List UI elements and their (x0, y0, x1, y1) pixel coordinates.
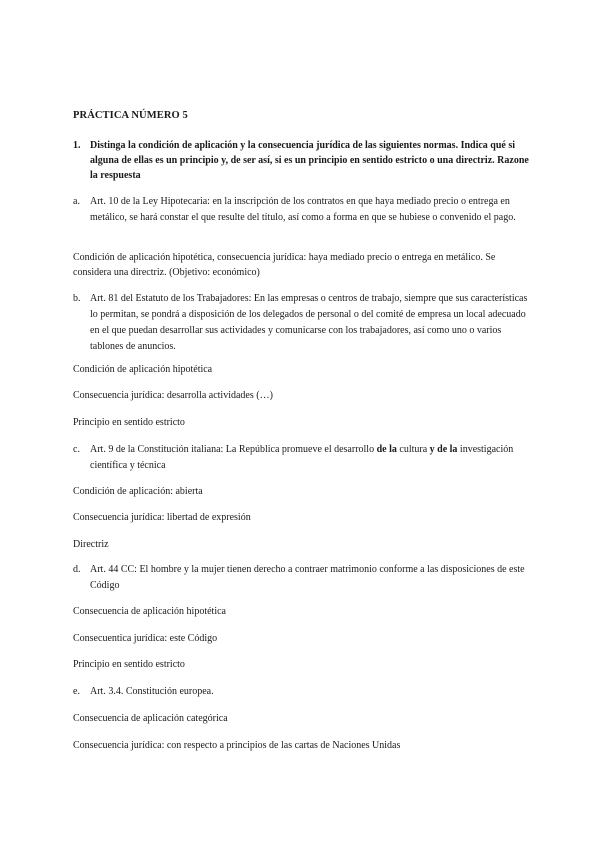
list-item-letter: d. (73, 564, 81, 575)
answer-b-1: Condición de aplicación hipotética (73, 364, 213, 375)
answer-e-1: Consecuencia de aplicación categórica (73, 713, 228, 724)
answer-a-1: Condición de aplicación hipotética, consecuencia jurídica: haya mediado precio o entrega en metálico. Se considera una directriz. (Objetivo: económico) (73, 252, 496, 278)
answer-d-1: Consecuencia de aplicación hipotética (73, 606, 226, 617)
text-bold-segment: de la (376, 444, 397, 455)
question-text: Distinga la condición de aplicación y la consecuencia jurídica de las siguientes normas. Indica qué si alguna de ellas es un principio y, de ser así, si es un principio en sentido estricto o una directriz. Razone la respuesta (90, 140, 529, 181)
text-segment: investigación científica y técnica (90, 444, 514, 471)
text-segment: Art. 9 de la Constitución italiana: La República promueve el desarrollo (90, 444, 377, 455)
list-item-text (90, 442, 533, 474)
answer-c-2: Consecuencia jurídica: libertad de expresión (73, 512, 251, 523)
answer-b-2: Consecuencia jurídica: desarrolla actividades (…) (73, 390, 273, 401)
list-item-text: Art. 3.4. Constitución europea. (90, 686, 214, 697)
list-item-text: Art. 81 del Estatuto de los Trabajadores: En las empresas o centros de trabajo, siempre que sus características lo permitan, se pondrá a disposición de los delegados de personal o del comité de empresa un local adecuado en el que puedan desarrollar sus actividades y comunicarse con los trabajadores, así como uno o varios tablones de anuncios. (90, 293, 528, 352)
list-item-letter: a. (73, 196, 80, 207)
answer-d-3: Principio en sentido estricto (73, 659, 185, 670)
answer-b-3: Principio en sentido estricto (73, 417, 185, 428)
page-title: PRÁCTICA NÚMERO 5 (73, 110, 188, 121)
question-number: 1. (73, 140, 81, 151)
text-segment: cultura (396, 444, 430, 455)
list-item-text: Art. 44 CC: El hombre y la mujer tienen derecho a contraer matrimonio conforme a las disposiciones de este Código (90, 564, 525, 591)
answer-c-3: Directriz (73, 539, 109, 550)
answer-e-2: Consecuencia jurídica: con respecto a principios de las cartas de Naciones Unidas (73, 740, 401, 751)
list-item-letter: e. (73, 686, 80, 697)
answer-c-1: Condición de aplicación: abierta (73, 486, 203, 497)
text-bold-segment: y de la (429, 444, 458, 455)
list-item-letter: c. (73, 444, 80, 455)
answer-d-2: Consecuentica jurídica: este Código (73, 633, 218, 644)
list-item-letter: b. (73, 293, 81, 304)
list-item-text: Art. 10 de la Ley Hipotecaria: en la inscripción de los contratos en que haya mediado precio o entrega en metálico, se hará constar el que resulte del título, así como a forma en que se hubiese o convenido el pago. (90, 196, 516, 223)
